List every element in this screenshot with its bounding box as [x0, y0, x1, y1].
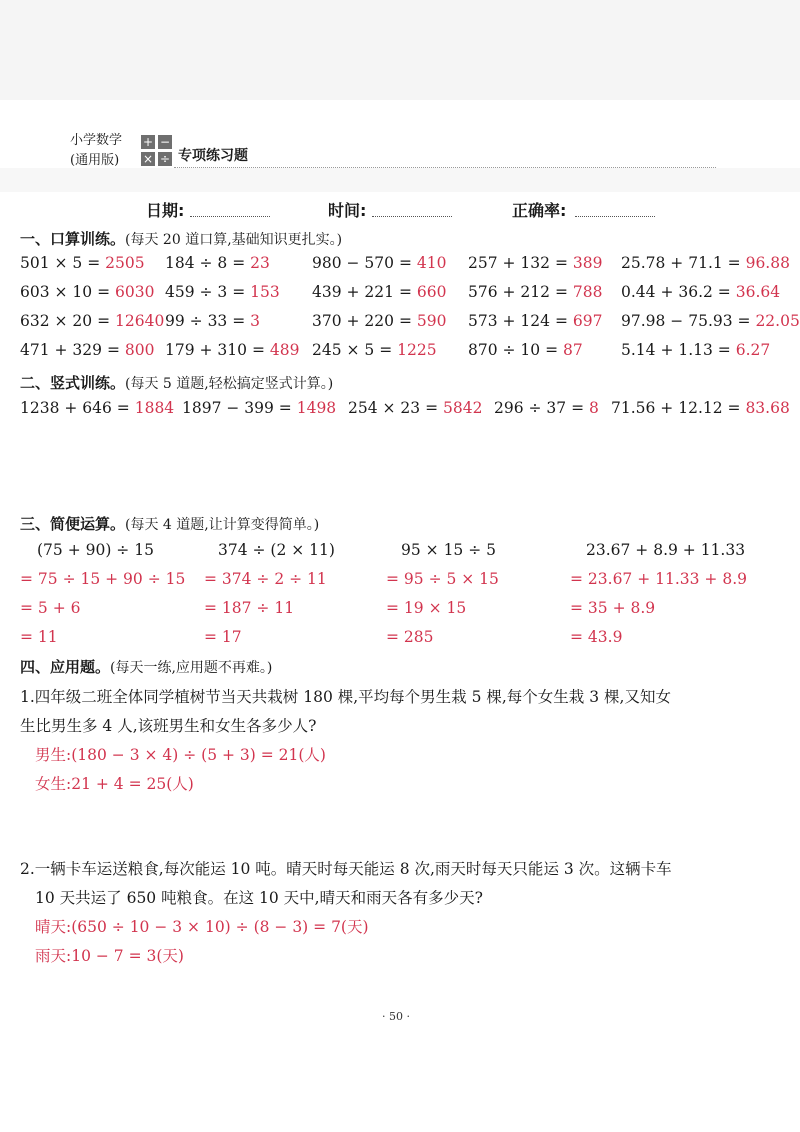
oral-problem — [312, 283, 446, 301]
oral-problem — [621, 341, 770, 359]
problem-text: 257 + 132 = — [468, 254, 573, 272]
header-divider — [174, 167, 716, 168]
oral-problem — [312, 341, 437, 359]
section-title: 四、应用题。 — [20, 658, 111, 676]
problem-text: 97.98 − 75.93 = — [621, 312, 756, 330]
problem-text: 184 ÷ 8 = — [165, 254, 251, 272]
problem-text: 471 + 329 = — [20, 341, 125, 359]
simplify-step: = 43.9 — [570, 628, 623, 646]
answer: 8 — [589, 399, 599, 417]
problem-text: 501 × 5 = — [20, 254, 106, 272]
simplify-expression: (75 + 90) ÷ 15 — [37, 541, 154, 559]
oral-problem — [312, 254, 446, 272]
answer: 788 — [572, 283, 603, 301]
answer: 36.64 — [735, 283, 781, 301]
top-margin-band — [0, 0, 800, 100]
oral-problem — [468, 312, 602, 330]
problem-text: 25.78 + 71.1 = — [621, 254, 746, 272]
accuracy-field — [575, 216, 655, 217]
answer: 590 — [416, 312, 447, 330]
book-series-label: 小学数学 — [70, 133, 123, 148]
problem-text: 459 ÷ 3 = — [165, 283, 251, 301]
section-note: (每天 20 道口算,基础知识更扎实。) — [125, 232, 343, 248]
answer: 96.88 — [745, 254, 790, 272]
oral-problem — [621, 283, 780, 301]
problem-text: 245 × 5 = — [312, 341, 398, 359]
vertical-problem — [494, 399, 599, 417]
section-oral-calc-heading — [20, 228, 342, 249]
oral-problem — [468, 283, 602, 301]
answer: 3 — [250, 312, 261, 330]
vertical-problem — [611, 399, 790, 417]
problem-text: 980 − 570 = — [312, 254, 417, 272]
word-problem-2-text-cont: 10 天共运了 650 吨粮食。在这 10 天中,晴天和雨天各有多少天? — [35, 889, 483, 907]
date-label: 日期: — [146, 201, 185, 220]
answer: 660 — [416, 283, 447, 301]
section-title: 一、口算训练。 — [20, 230, 126, 248]
simplify-step: = 19 × 15 — [386, 599, 467, 617]
word-problem-2-text: 2.一辆卡车运送粮食,每次能运 10 吨。晴天时每天能运 8 次,雨天时每天只能运 3 次。这辆卡车 — [20, 860, 672, 878]
oral-problem — [468, 341, 583, 359]
answer: 389 — [572, 254, 603, 272]
word-problem-1-answer-girls: 女生:21 + 4 = 25(人) — [35, 775, 194, 793]
answer: 6030 — [115, 283, 155, 301]
word-problem-2-answer-sunny: 晴天:(650 ÷ 10 − 3 × 10) ÷ (8 − 3) = 7(天) — [35, 918, 369, 936]
page-title: 专项练习题 — [178, 148, 248, 164]
section-title: 三、简便运算。 — [20, 515, 126, 533]
section-note: (每天 5 道题,轻松搞定竖式计算。) — [125, 376, 334, 392]
simplify-step: = 5 + 6 — [20, 599, 81, 617]
oral-problem — [165, 312, 260, 330]
simplify-expression: 374 ÷ (2 × 11) — [218, 541, 335, 559]
answer: 23 — [250, 254, 270, 272]
answer: 489 — [269, 341, 300, 359]
simplify-step: = 11 — [20, 628, 58, 646]
word-problem-1-text: 1.四年级二班全体同学植树节当天共栽树 180 棵,平均每个男生栽 5 棵,每个女生栽 3 棵,又知女 — [20, 688, 671, 706]
answer: 87 — [563, 341, 583, 359]
answer: 1884 — [134, 399, 175, 417]
minus-icon: − — [159, 135, 171, 149]
vertical-problem — [348, 399, 482, 417]
simplify-step: = 23.67 + 11.33 + 8.9 — [570, 570, 747, 588]
problem-text: 296 ÷ 37 = — [494, 399, 589, 417]
word-problem-1-answer-boys: 男生:(180 − 3 × 4) ÷ (5 + 3) = 21(人) — [35, 746, 326, 764]
oral-problem — [20, 312, 164, 330]
simplify-step: = 187 ÷ 11 — [204, 599, 295, 617]
simplify-step: = 285 — [386, 628, 434, 646]
problem-text: 179 + 310 = — [165, 341, 270, 359]
problem-text: 870 ÷ 10 = — [468, 341, 563, 359]
answer: 153 — [250, 283, 280, 301]
answer: 410 — [416, 254, 447, 272]
answer: 5842 — [443, 399, 483, 417]
oral-problem — [20, 254, 145, 272]
plus-icon: + — [142, 135, 154, 149]
accuracy-label: 正确率: — [512, 201, 567, 220]
simplify-step: = 95 ÷ 5 × 15 — [386, 570, 499, 588]
simplify-step: = 17 — [204, 628, 242, 646]
problem-text: 632 × 20 = — [20, 312, 115, 330]
section-simplify-heading — [20, 513, 319, 534]
oral-problem — [468, 254, 602, 272]
problem-text: 99 ÷ 33 = — [165, 312, 251, 330]
simplify-step: = 35 + 8.9 — [570, 599, 656, 617]
problem-text: 5.14 + 1.13 = — [621, 341, 736, 359]
problem-text: 603 × 10 = — [20, 283, 115, 301]
date-field — [190, 216, 270, 217]
problem-text: 439 + 221 = — [312, 283, 417, 301]
problem-text: 573 + 124 = — [468, 312, 573, 330]
page-number: · 50 · — [382, 1010, 410, 1023]
problem-text: 254 × 23 = — [348, 399, 443, 417]
section-note: (每天 4 道题,让计算变得简单。) — [125, 517, 320, 533]
simplify-expression: 23.67 + 8.9 + 11.33 — [586, 541, 746, 559]
time-label: 时间: — [328, 201, 367, 220]
problem-text: 0.44 + 36.2 = — [621, 283, 736, 301]
word-problem-1-text-cont: 生比男生多 4 人,该班男生和女生各多少人? — [20, 717, 317, 735]
times-icon: × — [142, 152, 154, 166]
problem-text: 576 + 212 = — [468, 283, 573, 301]
answer: 6.27 — [735, 341, 771, 359]
answer: 22.05 — [755, 312, 800, 330]
simplify-expression: 95 × 15 ÷ 5 — [401, 541, 496, 559]
oral-problem — [20, 283, 154, 301]
divide-icon: ÷ — [159, 152, 171, 166]
simplify-step: = 374 ÷ 2 ÷ 11 — [204, 570, 327, 588]
oral-problem — [165, 341, 299, 359]
book-edition-label: (通用版) — [70, 153, 120, 168]
section-word-problem-heading — [20, 656, 272, 677]
problem-text: 370 + 220 = — [312, 312, 417, 330]
problem-text: 1897 − 399 = — [182, 399, 297, 417]
info-band — [0, 168, 800, 192]
answer: 800 — [124, 341, 155, 359]
simplify-step: = 75 ÷ 15 + 90 ÷ 15 — [20, 570, 186, 588]
answer: 1225 — [397, 341, 437, 359]
oral-problem — [621, 312, 800, 330]
oral-problem — [621, 254, 790, 272]
oral-problem — [312, 312, 446, 330]
oral-problem — [20, 341, 154, 359]
time-field — [372, 216, 452, 217]
word-problem-2-answer-rainy: 雨天:10 − 7 = 3(天) — [35, 947, 184, 965]
section-title: 二、竖式训练。 — [20, 374, 126, 392]
section-note: (每天一练,应用题不再难。) — [110, 660, 273, 676]
vertical-problem — [182, 399, 336, 417]
answer: 2505 — [105, 254, 145, 272]
answer: 1498 — [296, 399, 337, 417]
problem-text: 1238 + 646 = — [20, 399, 135, 417]
problem-text: 71.56 + 12.12 = — [611, 399, 746, 417]
answer: 697 — [572, 312, 603, 330]
section-vertical-calc-heading — [20, 372, 333, 393]
vertical-problem — [20, 399, 174, 417]
oral-problem — [165, 254, 270, 272]
answer: 83.68 — [745, 399, 790, 417]
oral-problem — [165, 283, 280, 301]
answer: 12640 — [115, 312, 165, 330]
